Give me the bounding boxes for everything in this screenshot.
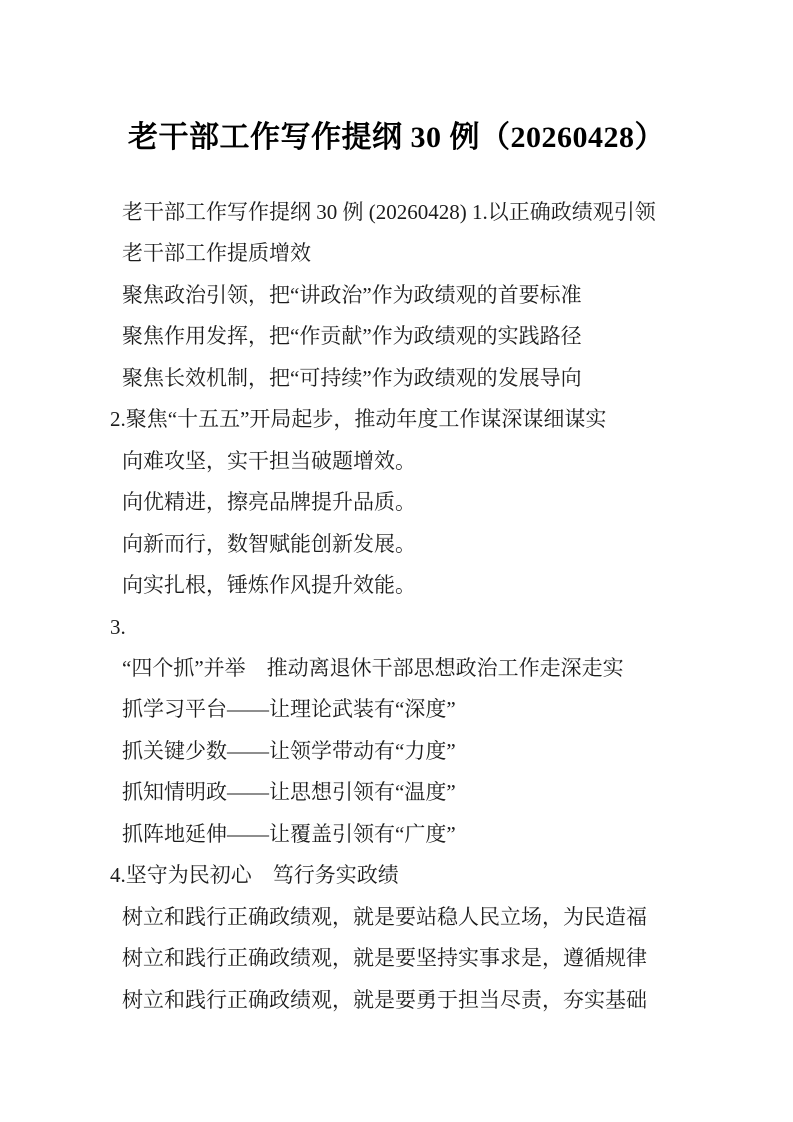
body-line: 2.聚焦“十五五”开局起步，推动年度工作谋深谋细谋实: [110, 407, 607, 432]
body-line: “四个抓”并举 推动离退休干部思想政治工作走深走实: [122, 655, 624, 680]
body-line: 向难攻坚，实干担当破题增效。: [122, 448, 416, 473]
document-body: [110, 192, 693, 1021]
body-line: 聚焦长效机制，把“可持续”作为政绩观的发展导向: [122, 365, 582, 390]
body-line: 抓阵地延伸——让覆盖引领有“广度”: [122, 821, 456, 846]
body-line: 聚焦作用发挥，把“作贡献”作为政绩观的实践路径: [122, 324, 582, 349]
body-line: 3.: [110, 614, 126, 639]
body-line: 抓知情明政——让思想引领有“温度”: [122, 780, 456, 805]
body-line: 4.坚守为民初心 笃行务实政绩: [110, 863, 399, 888]
body-line: 向实扎根，锤炼作风提升效能。: [122, 573, 416, 598]
body-line: 聚焦政治引领，把“讲政治”作为政绩观的首要标准: [122, 282, 582, 307]
body-line: 老干部工作提质增效: [122, 241, 311, 266]
body-line: 树立和践行正确政绩观，就是要站稳人民立场，为民造福: [122, 904, 647, 929]
body-line: 抓关键少数——让领学带动有“力度”: [122, 738, 456, 763]
body-line: 树立和践行正确政绩观，就是要坚持实事求是，遵循规律: [122, 946, 647, 971]
body-line: 老干部工作写作提纲 30 例 (20260428) 1.以正确政绩观引领: [122, 200, 656, 224]
body-line: 向新而行，数智赋能创新发展。: [122, 531, 416, 556]
document-title: 老干部工作写作提纲 30 例（20260428）: [128, 121, 665, 154]
body-line: 抓学习平台——让理论武装有“深度”: [122, 697, 456, 722]
body-line: 树立和践行正确政绩观，就是要勇于担当尽责，夯实基础: [122, 987, 647, 1012]
body-line: 向优精进，擦亮品牌提升品质。: [122, 490, 416, 515]
